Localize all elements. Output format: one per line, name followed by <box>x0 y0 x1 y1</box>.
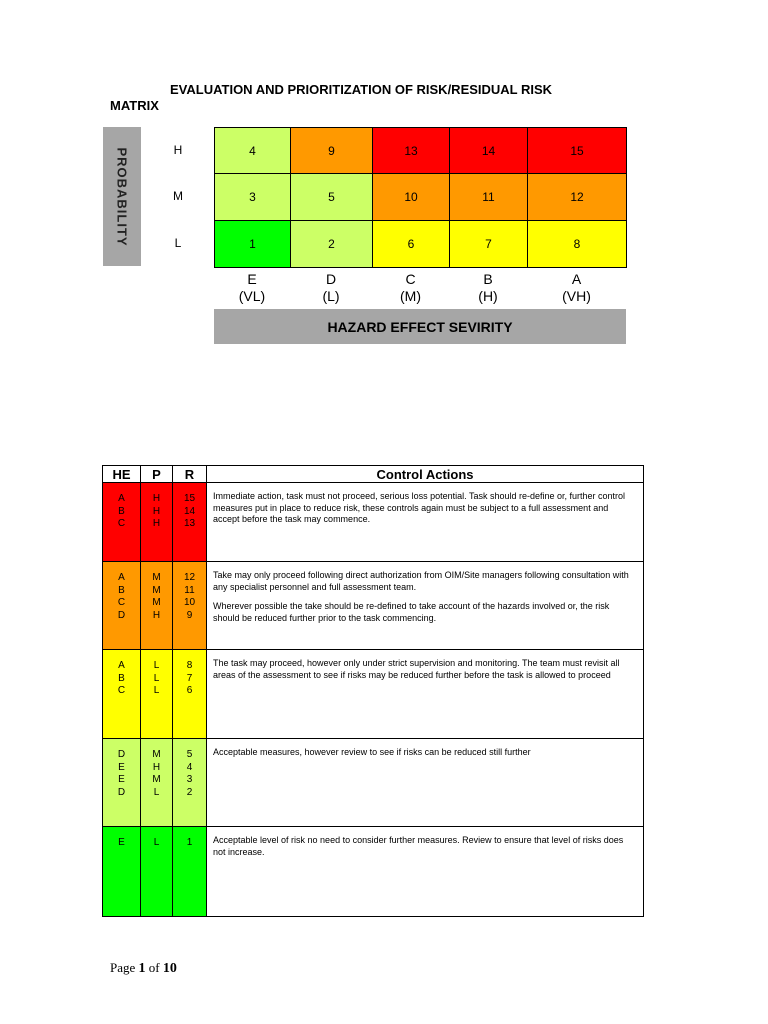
r-value: 7 <box>186 672 193 684</box>
r-value: 1 <box>186 837 193 848</box>
action-paragraph: Take may only proceed following direct authorization from OIM/Site managers following consultation with any specialist personnel and full assessment team. <box>213 570 629 592</box>
matrix-cell: 14 <box>450 128 528 174</box>
matrix-cell: 1 <box>215 221 291 268</box>
he-cell <box>103 650 141 739</box>
r-value: 10 <box>183 597 196 608</box>
severity-letter: A <box>571 271 582 287</box>
probability-row-label-low: L <box>174 236 182 250</box>
r-value: 2 <box>186 786 193 798</box>
p-value: M <box>152 597 161 608</box>
p-cell <box>141 650 173 739</box>
header-control-actions: Control Actions <box>207 466 644 483</box>
matrix-row-high <box>215 128 627 174</box>
hazard-effect-severity-label: HAZARD EFFECT SEVIRITY <box>214 309 626 344</box>
he-cell <box>103 483 141 562</box>
page-of: of <box>145 960 163 975</box>
severity-code: (VL) <box>238 288 266 304</box>
he-value: B <box>118 672 125 684</box>
p-cell <box>141 483 173 562</box>
action-paragraph: The task may proceed, however only under strict supervision and monitoring. The team must revisit all areas of the assessment to see if risks may be reduced further before the task is allowed to proceed <box>213 658 620 680</box>
action-paragraph: Acceptable level of risk no need to consider further measures. Review to ensure that level of risks does not increase. <box>213 835 624 857</box>
r-cell <box>173 827 207 917</box>
he-value: D <box>117 749 126 760</box>
page-total: 10 <box>162 961 177 976</box>
severity-column-d <box>290 271 372 305</box>
he-value: C <box>117 597 126 608</box>
control-row-acceptable <box>103 739 644 827</box>
matrix-cell: 7 <box>450 221 528 268</box>
control-table-header <box>103 466 644 483</box>
matrix-cell: 13 <box>373 128 450 174</box>
matrix-cell: 2 <box>291 221 373 268</box>
matrix-cell: 3 <box>215 174 291 221</box>
r-value: 6 <box>186 685 193 696</box>
control-action-text <box>207 739 644 827</box>
he-value: A <box>118 660 125 671</box>
he-cell <box>103 562 141 650</box>
r-value: 8 <box>186 660 193 671</box>
p-value: H <box>152 505 161 517</box>
severity-code: (L) <box>322 288 340 304</box>
severity-letter: C <box>405 271 416 287</box>
r-value: 13 <box>183 518 196 529</box>
header-p: P <box>141 466 173 483</box>
he-value: E <box>118 774 125 785</box>
severity-column-c <box>372 271 449 305</box>
p-value: H <box>152 761 161 773</box>
probability-label-text: PROBABILITY <box>114 146 130 247</box>
p-value: M <box>152 572 161 583</box>
p-cell <box>141 739 173 827</box>
p-value: L <box>153 786 160 798</box>
action-paragraph: Immediate action, task must not proceed, serious loss potential. Task should re-define or, further control measures put in place to reduce risk, these controls again must be subject to a full assessment and accept before the task may commence. <box>213 491 626 524</box>
severity-column-b <box>449 271 527 305</box>
matrix-cell: 15 <box>528 128 627 174</box>
he-value: A <box>118 572 125 583</box>
matrix-cell: 6 <box>373 221 450 268</box>
he-value: D <box>117 786 126 798</box>
p-value: L <box>153 672 160 684</box>
he-value: A <box>118 493 125 504</box>
r-value: 15 <box>183 493 196 504</box>
matrix-cell: 4 <box>215 128 291 174</box>
p-value: H <box>152 493 161 504</box>
title-line-2: MATRIX <box>110 98 159 113</box>
r-cell <box>173 739 207 827</box>
matrix-cell: 11 <box>450 174 528 221</box>
page-number <box>110 960 177 977</box>
document-title <box>110 82 610 114</box>
he-value: B <box>118 584 125 596</box>
probability-row-label-medium: M <box>173 189 183 203</box>
severity-letter: D <box>325 271 337 287</box>
matrix-row-low <box>215 221 627 268</box>
control-row-medium-high <box>103 562 644 650</box>
severity-letter: E <box>247 271 257 287</box>
control-row-low-high <box>103 650 644 739</box>
p-value: M <box>152 584 161 596</box>
risk-matrix <box>214 127 627 268</box>
p-value: L <box>153 837 160 848</box>
he-value: E <box>118 761 125 773</box>
r-value: 14 <box>183 505 196 517</box>
matrix-cell: 5 <box>291 174 373 221</box>
p-cell <box>141 562 173 650</box>
p-value: L <box>153 660 160 671</box>
p-value: M <box>152 749 161 760</box>
he-cell <box>103 827 141 917</box>
control-row-high <box>103 483 644 562</box>
p-cell <box>141 827 173 917</box>
r-cell <box>173 483 207 562</box>
control-actions-table <box>102 465 644 917</box>
matrix-cell: 12 <box>528 174 627 221</box>
header-he: HE <box>103 466 141 483</box>
action-paragraph: Acceptable measures, however review to see if risks can be reduced still further <box>213 747 531 757</box>
severity-column-e <box>214 271 290 305</box>
he-value: C <box>117 518 126 529</box>
control-row-lowest <box>103 827 644 917</box>
he-value: C <box>117 685 126 696</box>
r-value: 9 <box>186 609 193 621</box>
title-line-1: EVALUATION AND PRIORITIZATION OF RISK/RESIDUAL RISK <box>170 82 553 97</box>
p-value: L <box>153 685 160 696</box>
he-value: B <box>118 505 125 517</box>
he-cell <box>103 739 141 827</box>
r-value: 11 <box>184 584 195 596</box>
matrix-row-medium <box>215 174 627 221</box>
control-action-text <box>207 650 644 739</box>
action-paragraph: Wherever possible the take should be re-defined to take account of the hazards involved or, the risk should be reduced further prior to the task commencing. <box>213 601 610 623</box>
p-value: H <box>152 518 161 529</box>
probability-axis-label <box>103 127 141 266</box>
matrix-cell: 8 <box>528 221 627 268</box>
p-value: M <box>152 774 161 785</box>
matrix-cell: 10 <box>373 174 450 221</box>
severity-code: (M) <box>400 288 421 304</box>
probability-row-label-high: H <box>173 143 183 157</box>
control-action-text <box>207 562 644 650</box>
r-value: 12 <box>183 572 196 583</box>
severity-letter: B <box>483 271 493 287</box>
page-current: 1 <box>138 961 146 976</box>
control-action-text <box>207 483 644 562</box>
severity-code: (VH) <box>562 288 591 304</box>
r-value: 5 <box>186 749 193 760</box>
r-value: 4 <box>186 761 193 773</box>
r-cell <box>173 562 207 650</box>
matrix-cell: 9 <box>291 128 373 174</box>
control-action-text <box>207 827 644 917</box>
he-value: D <box>117 609 126 621</box>
he-value: E <box>118 837 125 848</box>
severity-column-a <box>527 271 626 305</box>
page-prefix: Page <box>110 960 139 975</box>
r-value: 3 <box>186 774 193 785</box>
header-r: R <box>173 466 207 483</box>
r-cell <box>173 650 207 739</box>
p-value: H <box>152 609 161 621</box>
severity-code: (H) <box>478 288 498 304</box>
